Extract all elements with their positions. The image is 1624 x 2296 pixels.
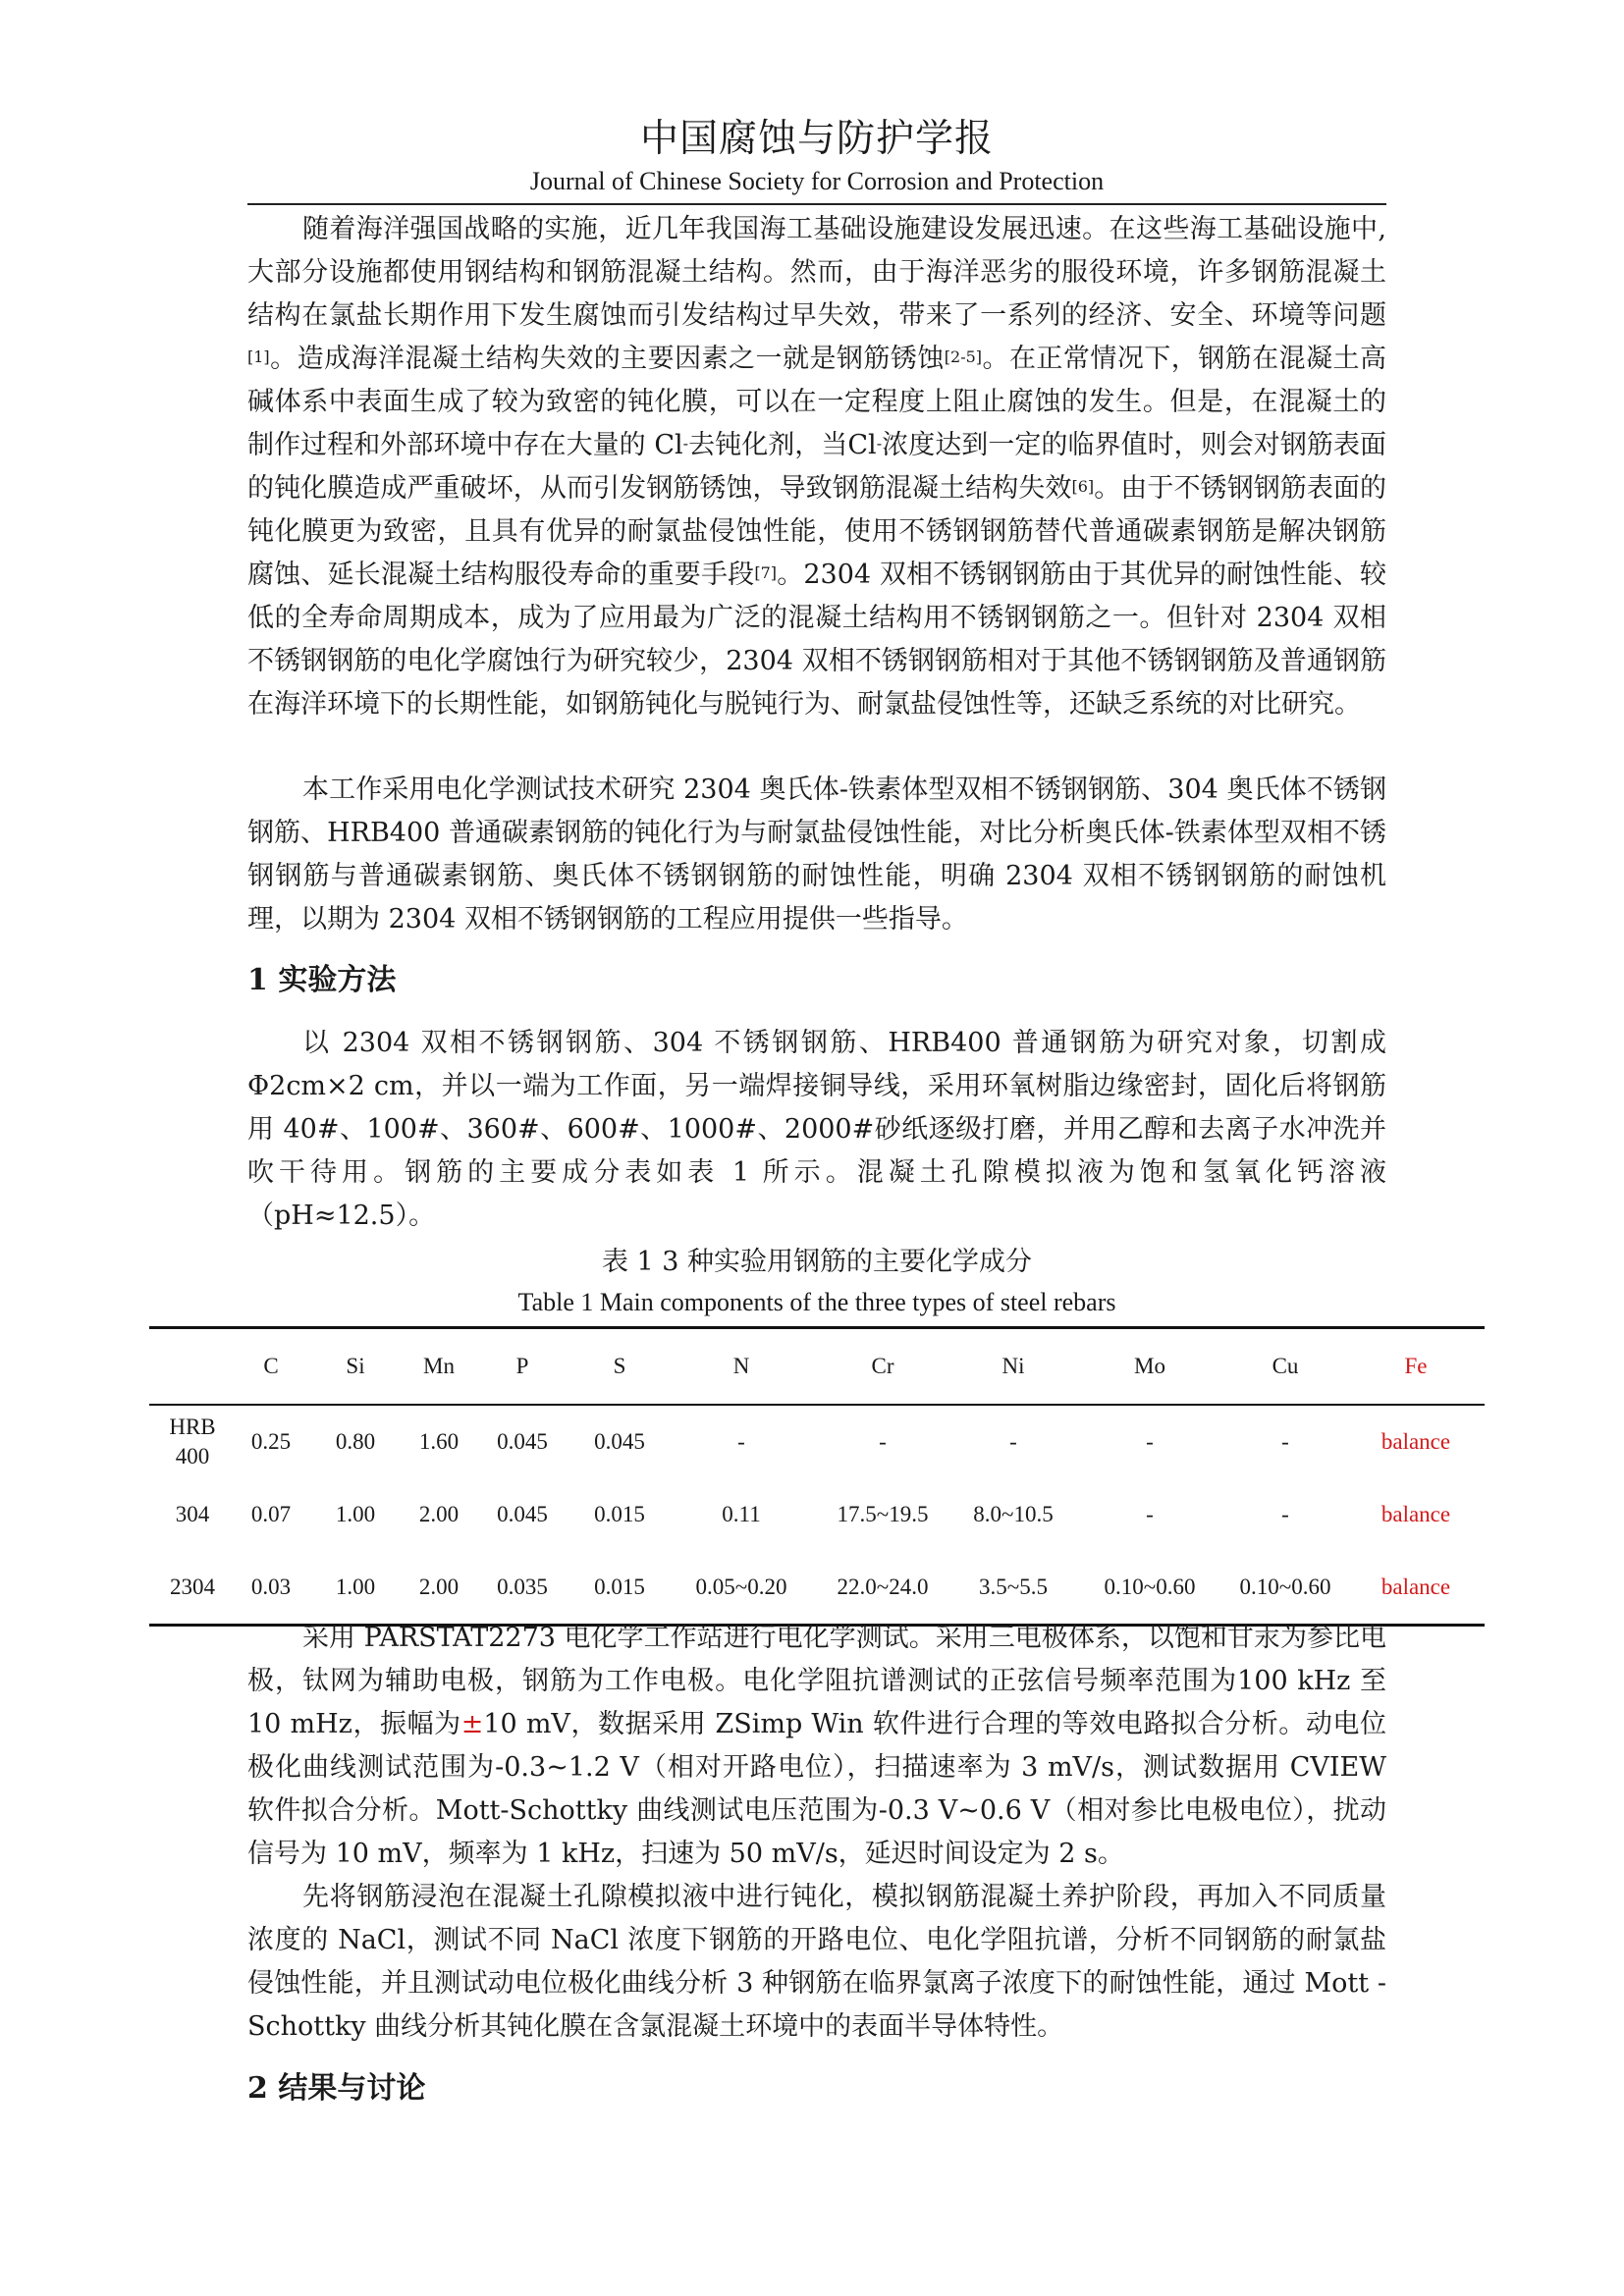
table-cell: 17.5~19.5 bbox=[837, 1502, 929, 1526]
methods-paragraph-3: 先将钢筋浸泡在混凝土孔隙模拟液中进行钝化，模拟钢筋混凝土养护阶段，再加入不同质量浓度的 NaCl，测试不同 NaCl 浓度下钢筋的开路电位、电化学阻抗谱，分析不同钢筋的耐氯盐侵蚀性能，并且测试动电位极化曲线分析 3 种钢筋在临界氯离子浓度下的耐蚀性能，通过 Mott -Schottky 曲线分析其钝化膜在含氯混凝土环境中的表面半导体特性。 bbox=[247, 1882, 1386, 2042]
table-cell-fe: balance bbox=[1347, 1551, 1485, 1626]
intro-text: 浓度达到一定的临界值时，则会对钢筋表面的钝化膜造成严重破坏，从而引发钢筋锈蚀，导致钢筋混凝土结构失效 bbox=[247, 430, 1386, 504]
table-header-row bbox=[149, 1328, 1485, 1406]
table-cell-steel-type: HRB 400 bbox=[169, 1415, 216, 1468]
table-header-cell bbox=[149, 1328, 236, 1406]
table-cell: - bbox=[1146, 1429, 1154, 1454]
journal-title-cn: 中国腐蚀与防护学报 bbox=[639, 117, 994, 161]
table-header-cell: Ni bbox=[950, 1328, 1076, 1406]
table-cell-fe: balance bbox=[1380, 1429, 1451, 1454]
table-row bbox=[149, 1478, 1485, 1551]
journal-title-en: Journal of Chinese Society for Corrosion and Protection bbox=[529, 167, 1105, 195]
table-header-cell-fe: Fe bbox=[1347, 1328, 1485, 1406]
table-header-cell: S bbox=[571, 1328, 668, 1406]
superscript-minus: - bbox=[876, 434, 883, 453]
intro-text: 去钝化剂，当Cl bbox=[688, 430, 877, 460]
table-cell: 2.00 bbox=[418, 1502, 460, 1526]
table-header-cell: C bbox=[236, 1328, 306, 1406]
table-cell: 0.25 bbox=[250, 1429, 292, 1454]
table-cell-steel-type: 304 bbox=[175, 1502, 210, 1526]
table-cell: 8.0~10.5 bbox=[973, 1502, 1054, 1526]
table-header-cell: N bbox=[668, 1328, 815, 1406]
table-cell: 1.60 bbox=[418, 1429, 460, 1454]
table-cell: - bbox=[737, 1429, 745, 1454]
superscript-minus: - bbox=[682, 434, 689, 453]
page-header bbox=[247, 114, 1386, 198]
table-cell: 0.03 bbox=[236, 1551, 306, 1626]
table-cell: - bbox=[1009, 1429, 1017, 1454]
table-cell: 0.015 bbox=[594, 1502, 645, 1526]
table-cell: 3.5~5.5 bbox=[950, 1551, 1076, 1626]
methods-text: 10 mV，数据采用 ZSimp Win 软件进行合理的等效电路拟合分析。动电位极化曲线测试范围为-0.3~1.2 V（相对开路电位），扫描速率为 3 mV/s，测试数据用 CVIEW 软件拟合分析。Mott-Schottky 曲线测试电压范围为-0.3 V~0.6 V（相对参比电极电位），扰动信号为 10 mV，频率为 1 kHz，扫速为 50 mV/s，延迟时间设定为 2 s。 bbox=[247, 1709, 1386, 1869]
table-cell: 0.11 bbox=[722, 1502, 761, 1526]
table-cell-fe: balance bbox=[1380, 1502, 1451, 1526]
intro-text: 随着海洋强国战略的实施，近几年我国海工基础设施建设发展迅速。在这些海工基础设施中,大部分设施都使用钢结构和钢筋混凝土结构。然而，由于海洋恶劣的服役环境，许多钢筋混凝土结构在氯盐长期作用下发生腐蚀而引发结构过早失效，带来了一系列的经济、安全、环境等问题 bbox=[247, 214, 1386, 331]
intro-text: 。在正常情况下，钢筋在混凝土高碱体系中表面生成了较为致密的钝化膜，可以在一定程度上阻止腐蚀的发生。但是，在混凝土的制作过程和外部环境中存在大量的 Cl bbox=[247, 344, 1387, 460]
methods-paragraph-1: 以 2304 双相不锈钢钢筋、304 不锈钢钢筋、HRB400 普通钢筋为研究对象，切割成Φ2cm×2 cm，并以一端为工作面，另一端焊接铜导线，采用环氧树脂边缘密封，固化后将钢筋用 40#、100#、360#、600#、1000#、2000#砂纸逐级打磨，并用乙醇和去离子水冲洗并吹干待用。钢筋的主要成分表如表 1 所示。混凝土孔隙模拟液为饱和氢氧化钙溶液（pH≈12.5）。 bbox=[247, 1028, 1386, 1231]
table-cell: - bbox=[1281, 1502, 1289, 1526]
table-cell: 2.00 bbox=[405, 1551, 473, 1626]
table-cell: 0.10~0.60 bbox=[1076, 1551, 1223, 1626]
table-cell-steel-type: 2304 bbox=[149, 1551, 236, 1626]
citation-3: [6] bbox=[1071, 477, 1095, 496]
citation-4: [7] bbox=[754, 563, 778, 582]
table-1-caption-cn: 表 1 3 种实验用钢筋的主要化学成分 bbox=[601, 1247, 1033, 1277]
table-cell: - bbox=[879, 1429, 887, 1454]
table-cell: 0.05~0.20 bbox=[668, 1551, 815, 1626]
intro-text: 。造成海洋混凝土结构失效的主要因素之一就是钢筋锈蚀 bbox=[269, 344, 945, 374]
table-header-cell: Si bbox=[306, 1328, 405, 1406]
table-row bbox=[149, 1551, 1485, 1626]
table-header-cell: Mn bbox=[405, 1328, 473, 1406]
section-2-heading: 2 结果与讨论 bbox=[247, 2071, 426, 2106]
table-1-composition bbox=[149, 1326, 1485, 1627]
intro-paragraph-1 bbox=[247, 208, 1386, 726]
table-cell: 0.015 bbox=[571, 1551, 668, 1626]
section-1-heading: 1 实验方法 bbox=[247, 963, 397, 997]
citation-1: [1] bbox=[247, 347, 270, 366]
table-cell: 1.00 bbox=[335, 1502, 376, 1526]
citation-2: [2-5] bbox=[944, 347, 983, 366]
intro-text: 。由于不锈钢钢筋表面的钝化膜更为致密，且具有优异的耐氯盐侵蚀性能，使用不锈钢钢筋替代普通碳素钢筋是解决钢筋腐蚀、延长混凝土结构服役寿命的重要手段 bbox=[247, 473, 1387, 590]
table-cell: 0.045 bbox=[497, 1429, 548, 1454]
table-cell: 22.0~24.0 bbox=[815, 1551, 950, 1626]
table-cell: 0.10~0.60 bbox=[1223, 1551, 1347, 1626]
table-1-caption-en: Table 1 Main components of the three types of steel rebars bbox=[517, 1288, 1116, 1316]
table-cell: 0.045 bbox=[497, 1502, 548, 1526]
table-cell: 0.07 bbox=[250, 1502, 292, 1526]
intro-text: 。2304 双相不锈钢钢筋由于其优异的耐蚀性能、较低的全寿命周期成本，成为了应用最为广泛的混凝土结构用不锈钢钢筋之一。但针对 2304 双相不锈钢钢筋的电化学腐蚀行为研究较少，2304 双相不锈钢钢筋相对于其他不锈钢钢筋及普通钢筋在海洋环境下的长期性能，如钢筋钝化与脱钝行为、耐氯盐侵蚀性等，还缺乏系统的对比研究。 bbox=[247, 560, 1387, 720]
header-rule bbox=[247, 203, 1386, 205]
table-header-cell: Mo bbox=[1076, 1328, 1223, 1406]
table-header-cell: Cr bbox=[815, 1328, 950, 1406]
table-header-cell: Cu bbox=[1223, 1328, 1347, 1406]
plus-minus-symbol: ± bbox=[460, 1709, 484, 1739]
table-cell: 0.035 bbox=[473, 1551, 571, 1626]
table-cell: 1.00 bbox=[306, 1551, 405, 1626]
table-cell: - bbox=[1146, 1502, 1154, 1526]
intro-paragraph-2: 本工作采用电化学测试技术研究 2304 奥氏体-铁素体型双相不锈钢钢筋、304 奥氏体不锈钢钢筋、HRB400 普通碳素钢筋的钝化行为与耐氯盐侵蚀性能，对比分析奥氏体-铁素体型双相不锈钢钢筋与普通碳素钢筋、奥氏体不锈钢钢筋的耐蚀性能，明确 2304 双相不锈钢钢筋的耐蚀机理，以期为 2304 双相不锈钢钢筋的工程应用提供一些指导。 bbox=[247, 774, 1386, 934]
table-header-cell: P bbox=[473, 1328, 571, 1406]
table-cell: - bbox=[1281, 1429, 1289, 1454]
table-row bbox=[149, 1405, 1485, 1478]
table-cell: 0.80 bbox=[335, 1429, 376, 1454]
methods-paragraph-2 bbox=[247, 1617, 1386, 1876]
table-cell: 0.045 bbox=[594, 1429, 645, 1454]
methods-text: 采用 PARSTAT2273 电化学工作站进行电化学测试。采用三电极体系，以饱和甘汞为参比电极，钛网为辅助电极，钢筋为工作电极。电化学阻抗谱测试的正弦信号频率范围为100 kHz 至 10 mHz，振幅为 bbox=[247, 1623, 1386, 1739]
